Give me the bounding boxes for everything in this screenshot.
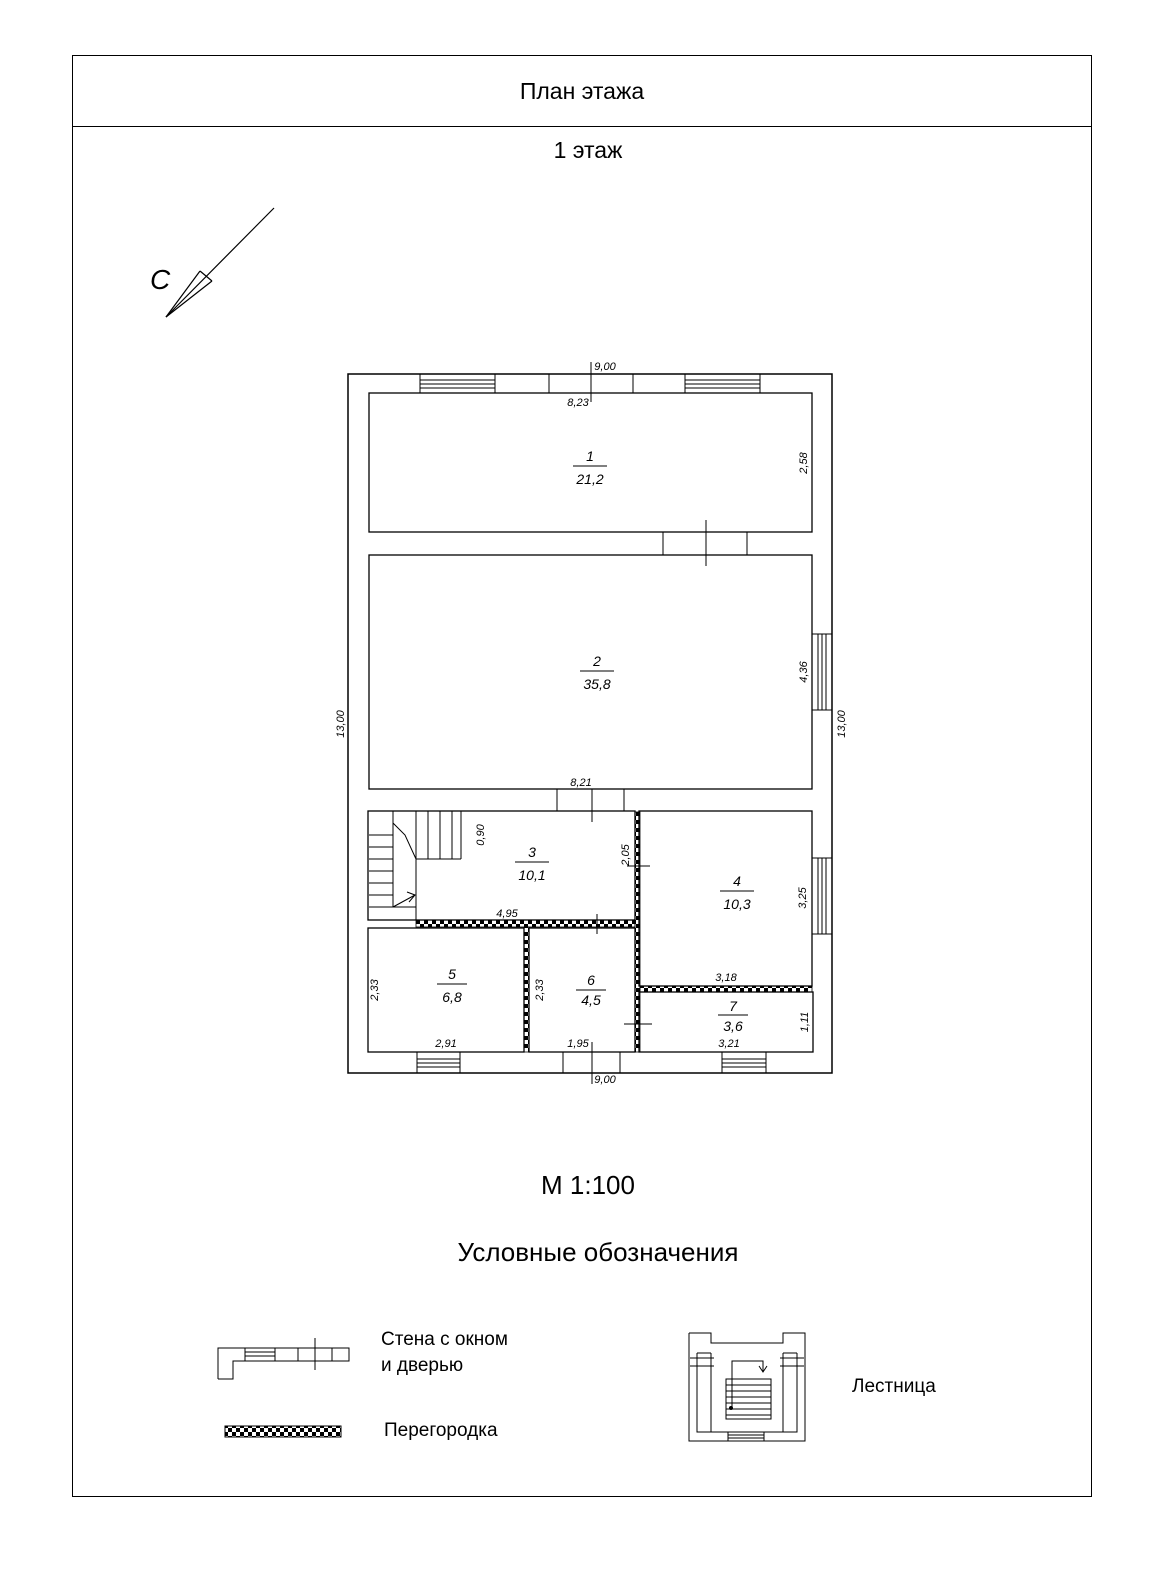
dim-room5-depth: 2,33 xyxy=(369,979,381,1001)
room-1-area: 21,2 xyxy=(576,471,604,487)
window xyxy=(722,1052,766,1073)
window xyxy=(417,1052,460,1073)
partition xyxy=(640,986,812,992)
dim-outer-bottom: 9,00 xyxy=(594,1074,616,1086)
room-2-number: 2 xyxy=(593,653,601,669)
dim-room1-width: 8,23 xyxy=(567,397,589,409)
room-2-outline xyxy=(369,555,812,789)
room-1-number: 1 xyxy=(586,448,594,464)
dim-room1-depth: 2,58 xyxy=(798,452,810,474)
legend-stair-label: Лестница xyxy=(852,1376,936,1397)
dim-outer-left: 13,00 xyxy=(335,710,347,738)
room-6-area: 4,5 xyxy=(581,992,601,1008)
dim-stair-width: 0,90 xyxy=(475,824,487,846)
room-5-area: 6,8 xyxy=(442,989,462,1005)
room-3-number: 3 xyxy=(528,844,536,860)
legend-wall-label-line2: и дверью xyxy=(381,1355,464,1376)
dim-room4-width: 3,18 xyxy=(715,972,737,984)
room-2-area: 35,8 xyxy=(583,676,611,692)
door xyxy=(557,789,624,822)
dim-room7-width: 3,21 xyxy=(718,1038,740,1050)
partition xyxy=(635,812,640,1052)
door xyxy=(549,362,633,402)
room-7-area: 3,6 xyxy=(723,1018,743,1034)
dim-room6-width: 1,95 xyxy=(567,1038,589,1050)
dim-room7-depth: 1,11 xyxy=(799,1011,811,1033)
compass-north-label: С xyxy=(150,264,171,295)
dim-room3-depth: 2,05 xyxy=(620,844,632,866)
stair-start-dot xyxy=(729,1406,733,1410)
room-7-number: 7 xyxy=(729,998,737,1014)
legend-partition-icon xyxy=(225,1426,341,1437)
dim-room2-width: 8,21 xyxy=(570,777,592,789)
dim-room6-depth: 2,33 xyxy=(534,979,546,1001)
scale-label: М 1:100 xyxy=(541,1170,635,1200)
dim-room2-depth: 4,36 xyxy=(798,661,810,683)
dim-room4-depth: 3,25 xyxy=(797,887,809,909)
floor-label: 1 этаж xyxy=(553,137,623,163)
partition xyxy=(416,920,635,927)
room-4-number: 4 xyxy=(733,873,741,889)
room-5-number: 5 xyxy=(448,966,456,982)
page-title: План этажа xyxy=(519,77,645,104)
stair-icon xyxy=(369,811,461,920)
door xyxy=(663,520,747,566)
partition xyxy=(524,927,529,1052)
window xyxy=(812,634,832,710)
north-arrow-icon xyxy=(166,208,274,317)
dim-room3-width: 4,95 xyxy=(496,908,518,920)
room-3-outline xyxy=(368,811,635,920)
room-3-area: 10,1 xyxy=(518,867,546,883)
legend-title: Условные обозначения xyxy=(457,1237,739,1267)
dim-outer-top: 9,00 xyxy=(594,361,616,373)
legend-partition-label: Перегородка xyxy=(384,1420,498,1441)
window xyxy=(420,374,495,393)
legend-wall-icon xyxy=(218,1338,349,1379)
legend-wall-label-line1: Стена с окном xyxy=(381,1329,508,1350)
legend-stair-icon xyxy=(689,1333,805,1441)
window xyxy=(812,858,832,934)
room-4-area: 10,3 xyxy=(723,896,751,912)
room-6-number: 6 xyxy=(587,972,595,988)
dim-room5-width: 2,91 xyxy=(435,1038,457,1050)
dim-outer-right: 13,00 xyxy=(836,710,848,738)
window xyxy=(685,374,760,393)
